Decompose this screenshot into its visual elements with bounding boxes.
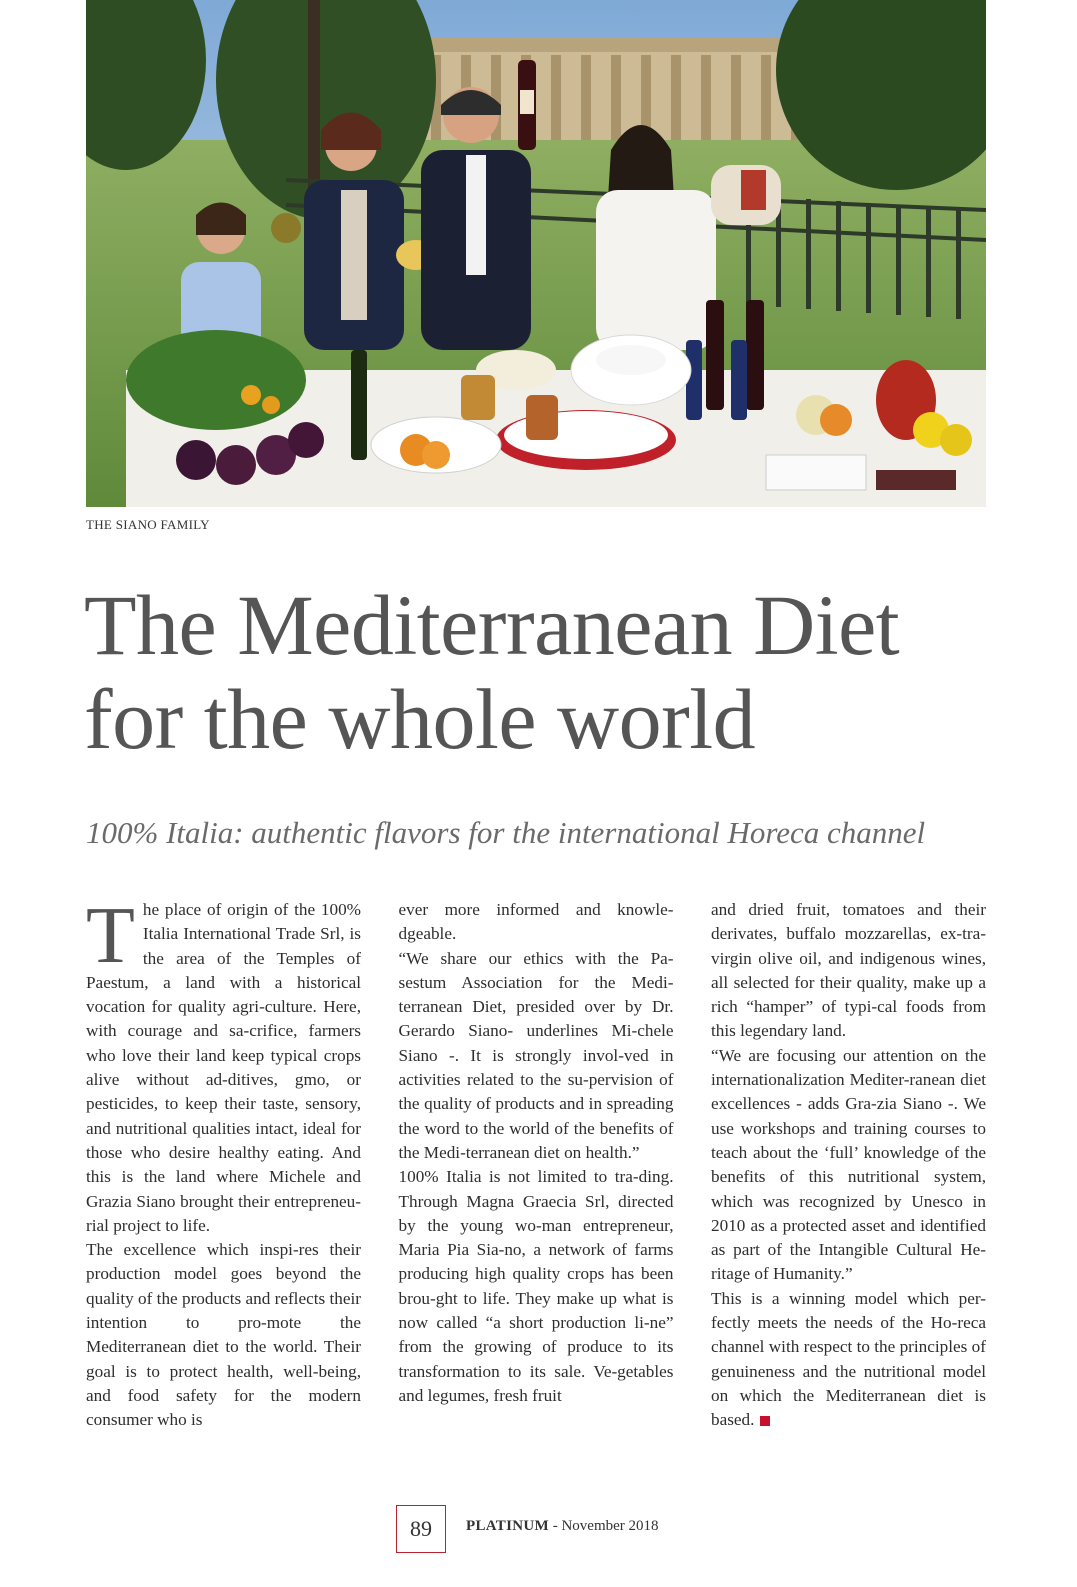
page-number: 89 (396, 1505, 446, 1553)
paragraph-text: This is a winning model which per-fectly meets the needs of the Ho-reca channel with respect to the principles of genuineness and the nutritional model on which the Mediterranean diet is based. (711, 1288, 986, 1430)
paragraph: “We share our ethics with the Pa-sestum Association for the Medi-terranean Diet, presided over by Dr. Gerardo Siano- underlines Mi-chele Siano -. It is strongly invol-ved in activities related to the su-pervision of the quality of products and in spreading the word to the world of the benefits of the Medi-terranean diet on health.” (398, 948, 674, 1162)
title-line-1: The Mediterranean Diet (84, 577, 900, 673)
publication-name: PLATINUM (466, 1518, 549, 1534)
photo-caption: THE SIANO FAMILY (86, 517, 210, 532)
column-1 (86, 892, 361, 1433)
publication-line (466, 1518, 659, 1535)
article-body (86, 892, 986, 1433)
article-title (84, 578, 1004, 766)
paragraph (711, 1287, 986, 1433)
paragraph: ever more informed and knowle-dgeable. (398, 900, 674, 944)
paragraph: and dried fruit, tomatoes and their derivates, buffalo mozzarellas, ex-tra-virgin olive oil, and indigenous wines, all selected for their quality, make up a rich “hamper” of typi-cal foods from this legendary land. (711, 900, 986, 1041)
column-3 (711, 898, 986, 1433)
publication-issue: - November 2018 (548, 1518, 659, 1534)
paragraph: 100% Italia is not limited to tra-ding. Through Magna Graecia Srl, directed by the young wo-man entrepreneur, Maria Pia Sia-no, a network of farms producing high quality crops has been brou-ght to life. They make up what is now called “a short production li-ne” from the growing of produce to its transformation to its sale. Ve-getables and legumes, fresh fruit (398, 1167, 674, 1405)
paragraph-text: he place of origin of the 100% Italia International Trade Srl, is the area of the Temples of Paestum, a land with a historical vocation for quality agri-culture. Here, with courage and sa-crifice, farmers who love their land keep typical crops alive without ad-ditives, gmo, or pesticides, to keep their taste, sensory, and nutritional qualities intact, ideal for those who desire healthy eating. And this is the land where Michele and Grazia Siano brought their entrepreneu-rial project to life. (86, 900, 361, 1235)
drop-cap: T (86, 892, 135, 980)
paragraph: “We are focusing our attention on the internationalization Mediter-ranean diet excellences - adds Gra-zia Siano -. We use workshops and training courses to teach about the ‘full’ knowledge of the benefits of this nutritional system, which was recognized by Unesco in 2010 as a protected asset and identified as part of the Intangible Cultural He-ritage of Humanity.” (711, 1045, 986, 1284)
paragraph (86, 892, 361, 1238)
paragraph: The excellence which inspi-res their production model goes beyond the quality of the products and reflects their intention to pro-mote the Mediterranean diet to the world. Their goal is to protect health, well-being, and food safety for the modern consumer who is (86, 1240, 361, 1430)
family-photo (86, 0, 986, 507)
end-of-article-mark (760, 1416, 770, 1426)
column-2 (399, 898, 674, 1433)
article-subtitle: 100% Italia: authentic flavors for the international Horeca channel (86, 815, 926, 850)
title-line-2: for the whole world (84, 671, 756, 767)
page-footer (0, 1505, 1077, 1553)
